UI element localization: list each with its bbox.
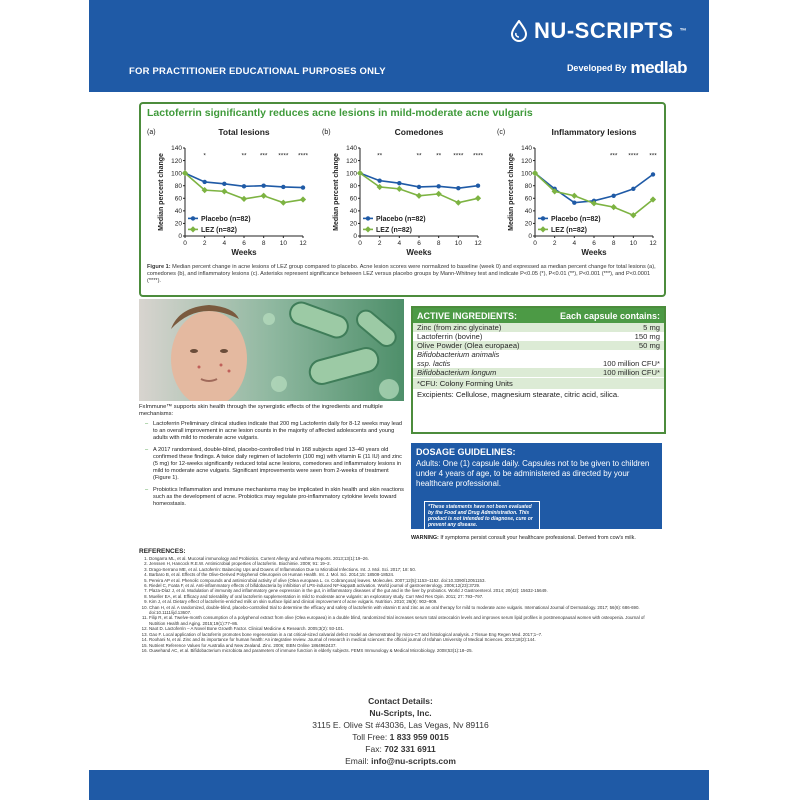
excipients-text: Excipients: Cellulose, magnesium stearate, citric acid, silica. <box>417 390 620 399</box>
data-point <box>241 196 247 202</box>
ingredient-row <box>413 350 664 359</box>
x-tick-label: 8 <box>436 240 441 247</box>
ingredients-header <box>413 308 664 323</box>
panel-label: (c) <box>497 129 506 136</box>
y-tick-label: 120 <box>171 157 182 165</box>
data-point <box>651 172 655 176</box>
ingredient-row <box>413 332 664 341</box>
y-tick-label: 80 <box>174 182 182 190</box>
data-point <box>280 200 286 206</box>
y-tick-label: 20 <box>349 220 357 228</box>
x-tick-label: 10 <box>279 240 287 247</box>
reference-item: 7. Plaza-Díaz J, et al. Modulation of immunity and inflammatory gene expression in the gut, in inflammatory diseases of the gut and in the liver by probiotics. World J Gastroenterol. 2014; 20(42): 15632-15649. <box>149 588 662 593</box>
ingredient-row <box>413 341 664 350</box>
data-point <box>397 181 401 185</box>
data-point <box>611 204 617 210</box>
y-tick-label: 80 <box>349 182 357 190</box>
y-tick-label: 0 <box>353 233 357 241</box>
x-tick-label: 12 <box>649 240 657 247</box>
significance-label: **** <box>297 152 309 160</box>
legend-label: Placebo (n=82) <box>376 215 426 223</box>
reference-item: 8. Mueller EA, et al. Efficacy and tolerability of oral lactoferrin supplementation in mild to moderate acne vulgaris: an exploratory study. Curr Med Res Opin. 2011; 27: 793–797. <box>149 594 662 599</box>
reference-item: 16. Ouwehand AC, et al. Bifidobacterium microbiota and parameters of immune function in elderly subjects. FEMS Immunology & Medical Microbiology. 2008;53(1):18–25. <box>149 648 662 653</box>
reference-item: 2. Jenssen H, Hancock R.E.W. Antimicrobial properties of lactoferrin. Biochimie. 2009; 91: 19–2. <box>149 561 662 566</box>
data-point <box>475 195 481 201</box>
warning-text <box>411 535 666 541</box>
y-tick-label: 60 <box>174 195 182 203</box>
skin-bacteria-photo <box>139 299 404 401</box>
dosage-box <box>411 443 662 529</box>
ingredient-amount: 150 mg <box>634 332 660 341</box>
y-axis-label: Median percent change <box>158 153 165 231</box>
x-axis-label: Weeks <box>581 248 607 257</box>
email-label: Email: <box>345 756 369 766</box>
data-point <box>261 184 265 188</box>
y-tick-label: 40 <box>349 208 357 216</box>
data-point <box>300 196 306 202</box>
ingredient-name: ssp. lactis <box>417 359 451 368</box>
x-tick-label: 0 <box>183 240 187 247</box>
contact-heading: Contact Details: <box>368 696 433 706</box>
ingredients-subheading: Each capsule contains: <box>559 310 660 321</box>
ingredient-amount: 5 mg <box>643 323 660 332</box>
y-tick-label: 100 <box>346 170 357 178</box>
legend-label: LEZ (n=82) <box>551 226 587 234</box>
x-tick-label: 4 <box>572 240 577 247</box>
data-point <box>476 184 480 188</box>
left-column <box>139 299 404 513</box>
y-tick-label: 80 <box>524 182 532 190</box>
series-line <box>535 173 653 215</box>
data-point <box>261 193 267 199</box>
ingredient-amount: 100 million CFU* <box>603 368 660 377</box>
references-heading: REFERENCES: <box>139 548 186 555</box>
panel-label: (b) <box>322 129 331 136</box>
data-point <box>377 178 381 182</box>
reference-item: 13. Gao F. Local application of lactoferrin promotes bone regeneration in a rat critical-sized calvarial defect model as demonstrated by micro-CT and histological analysis. J Tissue Eng Regen Med. 2017;1–7. <box>149 632 662 637</box>
email-line <box>139 755 662 767</box>
significance-label: * <box>203 152 206 160</box>
ingredient-amount: 50 mg <box>638 341 660 350</box>
ingredient-name: Bifidobacterium animalis <box>417 350 500 359</box>
reference-item: 10. Chan H, et al. A randomized, double-blind, placebo-controlled trial to determine the efficacy and safety of lactoferrin with vitamin E and zinc as an oral therapy for mild to moderate acne vulgaris. International Journal of Dermatology. 2017; 56(6): 686-690. doi:10.1111/ijd.13607. <box>149 605 662 616</box>
reference-item: 11. Filip R, et al. Twelve-month consumption of a polyphenol extract from olive (Olea europaea) in a double blind, randomized trial increases serum total osteocalcin levels and improves serum lipid profiles in postmenopausal women with osteopenia. Journal of Nutrition Health and Aging. 2015;19(1):77–86. <box>149 615 662 626</box>
significance-label: ** <box>377 152 383 160</box>
caption-text: Median percent change in acne lesions of LEZ group compared to placebo. Acne lesion scores were normalized to baseline (week 0) and expressed as median percent change for total lesions (a), comedones (b), and inflammatory lesions (c). Asterisks represent significance between LEZ versus placebo groups by Mann-Whitney test and indicate P<0.05 (*), P<0.01 (**), P<0.001 (***), and P<0.0001 (****). <box>147 264 656 284</box>
chart-title: Inflammatory lesions <box>551 127 637 137</box>
medlab-logo: medlab <box>630 58 687 77</box>
legend-marker <box>190 226 196 232</box>
chart-title: Total lesions <box>218 127 270 137</box>
y-tick-label: 0 <box>528 233 532 241</box>
fda-disclaimer: *These statements have not been evaluated by the Food and Drug Administration. This product is not intended to diagnose, cure or prevent any disease. <box>424 501 540 531</box>
legend-marker <box>540 226 546 232</box>
y-tick-label: 40 <box>524 208 532 216</box>
x-axis-label: Weeks <box>231 248 257 257</box>
y-tick-label: 140 <box>171 145 182 153</box>
reference-item: 14. Roohani N, et al. Zinc and its importance for human health: An integrative review. Journal of research in medical sciences: the official journal of Isfahan University of Medical Sciences. 2013;18(2):144. <box>149 637 662 642</box>
x-tick-label: 2 <box>202 240 207 247</box>
data-point <box>436 184 440 188</box>
reference-item: 6. Riedel C, Foata F, et al. Anti-inflammatory effects of bifidobacteria by inhibition of LPS-induced NF-kappaB activation. World journal of gastroenterology. 2006;12(23):3729. <box>149 583 662 588</box>
chart-inflammatory-lesions <box>495 124 660 264</box>
x-axis-label: Weeks <box>406 248 432 257</box>
significance-label: **** <box>453 152 464 160</box>
data-point <box>416 193 422 199</box>
list-item: – Lactoferrin Preliminary clinical studies indicate that 200 mg Lactoferrin daily for 8-12 weeks may lead to an overall improvement in acne lesion counts in the majority of affected adolescents and young adults with mild to moderate acne vulgaris. <box>147 421 404 442</box>
significance-label: ** <box>241 152 247 160</box>
dosage-text: Adults: One (1) capsule daily. Capsules not to be given to children under 4 years of age, to be administered as directed by your healthcare professional. <box>416 459 650 488</box>
legend-label: LEZ (n=82) <box>201 226 237 234</box>
y-tick-label: 140 <box>521 145 532 153</box>
footer-banner <box>89 770 709 800</box>
data-point <box>281 185 285 189</box>
legend-label: Placebo (n=82) <box>551 215 601 223</box>
data-point <box>455 200 461 206</box>
reference-item: 4. Barbaro B, et al. Effects of the Olive-Derived Polyphenol Oleuropein on Human Health. Int. J. Mol. Sci. 2014;15: 18508-18524. <box>149 572 662 577</box>
y-tick-label: 0 <box>178 233 182 241</box>
y-tick-label: 60 <box>524 195 532 203</box>
significance-label: *** <box>649 152 657 160</box>
address: 3115 E. Olive St #43036, Las Vegas, Nv 89116 <box>312 720 489 730</box>
x-tick-label: 0 <box>358 240 362 247</box>
warning-label: WARNING: <box>411 535 439 541</box>
x-tick-label: 4 <box>397 240 402 247</box>
x-tick-label: 10 <box>454 240 462 247</box>
benefits-list <box>147 421 404 508</box>
ingredient-row <box>413 368 664 377</box>
line-chart <box>145 124 310 264</box>
caption-label: Figure 1: <box>147 264 171 270</box>
data-point <box>611 194 615 198</box>
ingredient-row <box>413 323 664 332</box>
ingredient-name: Zinc (from zinc glycinate) <box>417 323 502 332</box>
chart-comedones <box>320 124 485 264</box>
chart-title: Comedones <box>394 127 444 137</box>
figure-title: Lactoferrin significantly reduces acne lesions in mild-moderate acne vulgaris <box>147 107 533 119</box>
ingredient-amount: 100 million CFU* <box>603 359 660 368</box>
y-axis-label: Median percent change <box>333 153 340 231</box>
data-point <box>242 184 246 188</box>
dosage-heading: DOSAGE GUIDELINES: <box>416 447 516 457</box>
x-tick-label: 12 <box>474 240 482 247</box>
fax-label: Fax: <box>365 744 382 754</box>
x-tick-label: 8 <box>611 240 616 247</box>
significance-label: ** <box>436 152 442 160</box>
data-point <box>417 185 421 189</box>
ingredient-row <box>413 359 664 368</box>
chart-total-lesions <box>145 124 310 264</box>
data-point <box>572 200 576 204</box>
warning-body: If symptoms persist consult your healthcare professional. Derived from cow's milk. <box>438 535 636 541</box>
reference-item: 1. Dongarra ML, et al. Mucosal immunology and Probiotics. Current Allergy and Asthma Reports. 2013;13(1):19–26. <box>149 556 662 561</box>
data-point <box>202 180 206 184</box>
x-tick-label: 2 <box>552 240 557 247</box>
data-point <box>456 186 460 190</box>
figure-box <box>139 102 666 297</box>
x-tick-label: 6 <box>592 240 596 247</box>
tollfree-line <box>139 731 662 743</box>
line-chart <box>495 124 660 264</box>
significance-label: **** <box>472 152 484 160</box>
x-tick-label: 2 <box>377 240 382 247</box>
panel-label: (a) <box>147 129 156 136</box>
references-section <box>139 548 662 653</box>
reference-item: 3. Drago-Serrano ME, et al. Lactoferrin: Balancing Ups and Downs of Inflammation Due to Microbial Infections. Int. J. Mol. Sci. 2017; 18: 50. <box>149 567 662 572</box>
references-list <box>139 556 662 653</box>
y-axis-label: Median percent change <box>508 153 515 231</box>
y-tick-label: 120 <box>521 157 532 165</box>
legend-marker <box>365 226 371 232</box>
educational-banner: FOR PRACTITIONER EDUCATIONAL PURPOSES ONLY <box>129 66 386 77</box>
developed-by-label: Developed By <box>566 63 627 73</box>
reference-item: 9. Kim J, et al. Dietary effect of lactoferrin-enriched milk on skin surface lipid and clinical improvement of acne vulgaris. Nutrition. 2010; 26(9): 902–909. <box>149 599 662 604</box>
reference-item: 15. Nutrient Reference Values for Australia and New Zealand. Zinc. 2006; ISBN Online 1864962437. <box>149 643 662 648</box>
y-tick-label: 100 <box>171 170 182 178</box>
data-point <box>436 191 442 197</box>
legend-marker <box>191 216 195 220</box>
x-tick-label: 4 <box>222 240 227 247</box>
fax-line <box>139 743 662 755</box>
x-tick-label: 10 <box>629 240 637 247</box>
active-ingredients-box <box>411 306 666 434</box>
logo-text: NU-SCRIPTS <box>534 18 674 43</box>
significance-label: *** <box>259 152 268 160</box>
significance-label: **** <box>628 152 639 160</box>
legend-marker <box>541 216 545 220</box>
tollfree-number[interactable]: 1 833 959 0015 <box>389 732 449 742</box>
x-tick-label: 6 <box>242 240 246 247</box>
y-tick-label: 140 <box>346 145 357 153</box>
list-item: – A 2017 randomised, double-blind, placebo-controlled trial in 168 subjects aged 13–40 years old confirmed these findings. A twice daily regimen of lactoferrin (100 mg) with vitamin E (11 IU) and zinc (5 mg) for 12-weeks significantly reduced total acne lesions, comedones and inflammatory lesions in mild to moderate acne vulgaris. Significant improvements were seen from 2-weeks of treatment (Figure 1). <box>147 447 404 482</box>
list-item: – Probiotics Inflammation and immune mechanisms may be implicated in skin health and skin reactions such as the development of acne. Probiotics may regulate pro-inflammatory cytokine levels toward homeostasis. <box>147 487 404 508</box>
ingredients-heading: ACTIVE INGREDIENTS: <box>417 310 518 321</box>
tollfree-label: Toll Free: <box>352 732 388 742</box>
logo-trademark: ™ <box>679 27 687 35</box>
figure-caption <box>147 264 657 285</box>
x-tick-label: 0 <box>533 240 537 247</box>
developed-by <box>567 58 687 78</box>
y-tick-label: 120 <box>346 157 357 165</box>
data-point <box>571 193 577 199</box>
x-tick-label: 8 <box>261 240 266 247</box>
legend-marker <box>366 216 370 220</box>
y-tick-label: 20 <box>524 220 532 228</box>
intro-text: FxImmune™ supports skin health through the synergistic effects of the ingredients and multiple mechanisms: <box>139 404 383 418</box>
significance-label: ** <box>416 152 422 160</box>
legend-label: LEZ (n=82) <box>376 226 412 234</box>
company-name: Nu-Scripts, Inc. <box>369 708 432 718</box>
fax-number: 702 331 6911 <box>384 744 436 754</box>
cfu-note: *CFU: Colony Forming Units <box>413 378 664 389</box>
x-tick-label: 12 <box>299 240 307 247</box>
data-point <box>301 185 305 189</box>
significance-label: *** <box>609 152 618 160</box>
reference-item: 12. Naot D. Lactoferrin – A Novel Bone Growth Factor. Clinical Medicine & Research. 2005;3(2): 93-101. <box>149 626 662 631</box>
x-tick-label: 6 <box>417 240 421 247</box>
ingredient-name: Lactoferrin (bovine) <box>417 332 483 341</box>
ingredient-name: Olive Powder (Olea europaea) <box>417 341 520 350</box>
data-point <box>631 187 635 191</box>
reference-item: 5. Pereira AP et al. Phenolic compounds and antimicrobial activity of olive (Olea europaea L. cv. Cobrançosa) leaves. Molecules. 2007;12(5):1153–1162. doi:10.3390/12051153. <box>149 578 662 583</box>
y-tick-label: 20 <box>174 220 182 228</box>
legend-label: Placebo (n=82) <box>201 215 251 223</box>
y-tick-label: 100 <box>521 170 532 178</box>
product-image <box>139 299 404 401</box>
email-link[interactable]: info@nu-scripts.com <box>371 756 456 766</box>
data-point <box>221 188 227 194</box>
line-chart <box>320 124 485 264</box>
y-tick-label: 40 <box>174 208 182 216</box>
header-banner <box>89 0 709 92</box>
y-tick-label: 60 <box>349 195 357 203</box>
contact-section <box>139 695 662 767</box>
significance-label: **** <box>278 152 289 160</box>
data-point <box>222 182 226 186</box>
ingredient-name: Bifidobacterium longum <box>417 368 497 377</box>
brand-logo <box>510 18 687 44</box>
drop-icon <box>510 20 528 42</box>
data-point <box>396 186 402 192</box>
